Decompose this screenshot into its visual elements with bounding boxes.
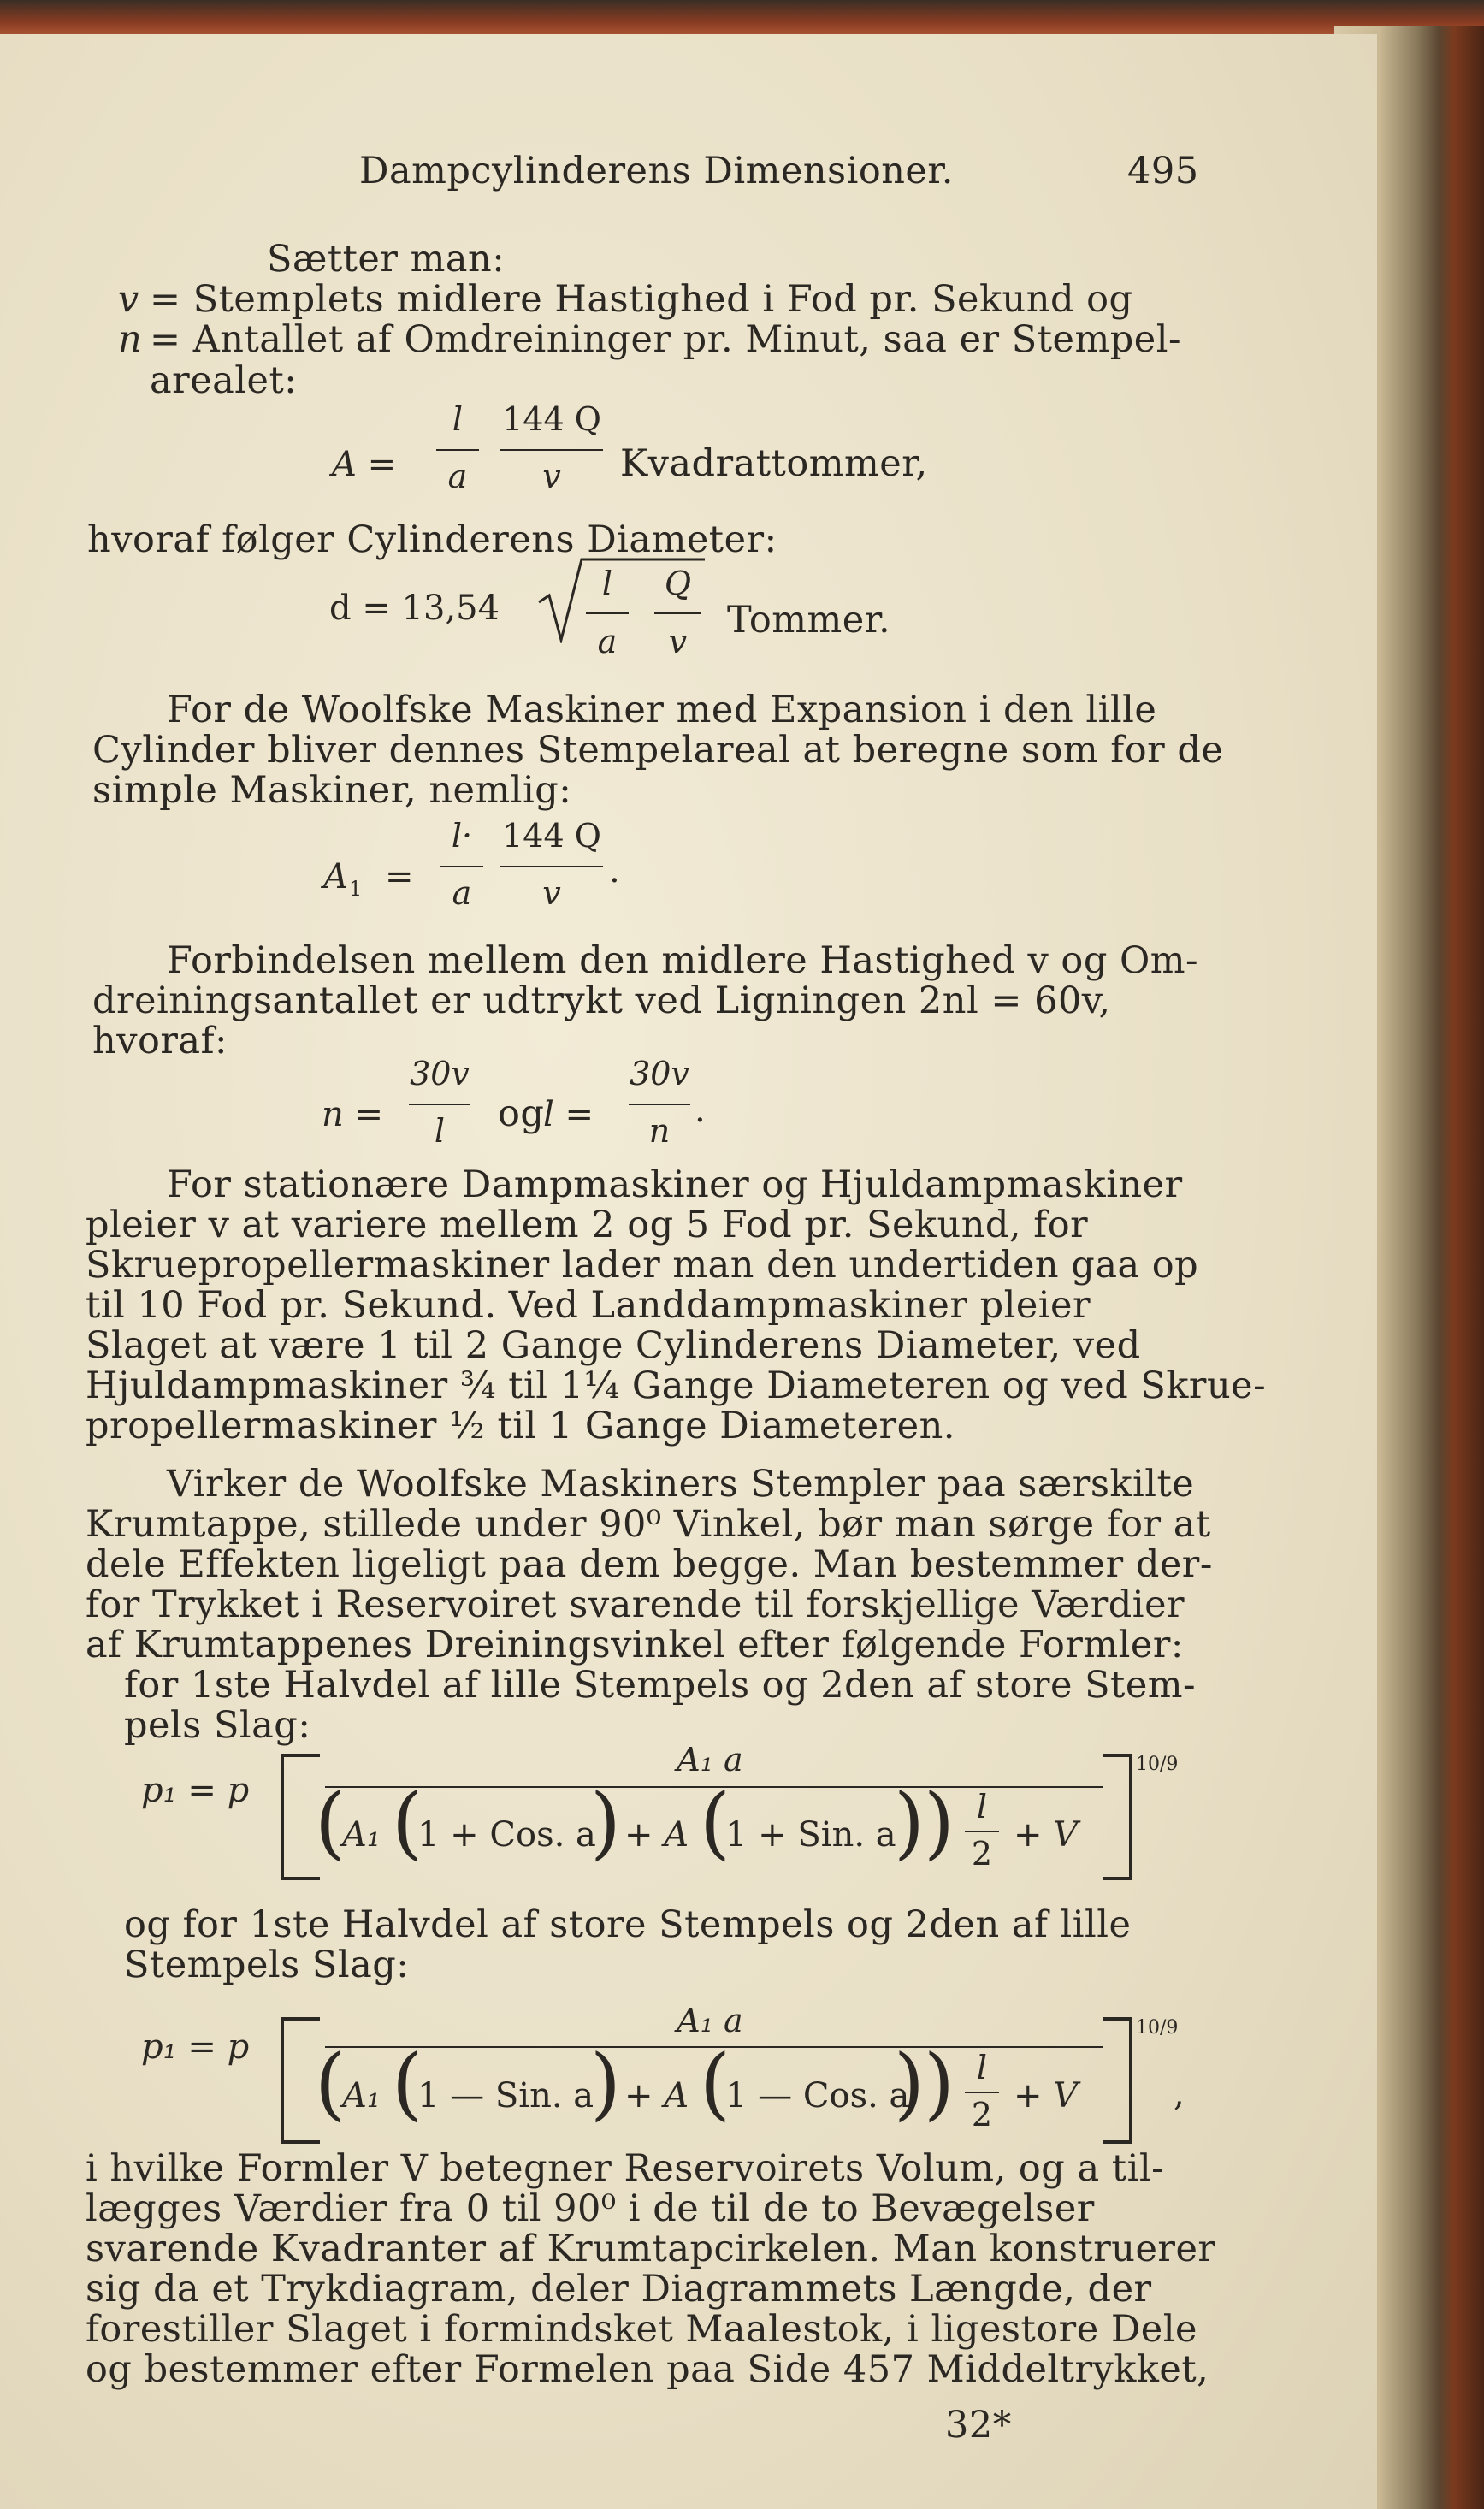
virker-line-2: Krumtappe, stillede under 90⁰ Vinkel, bør man sørge for at (86, 1503, 1211, 1546)
formula-diameter-lhs: d = 13,54 (329, 589, 500, 628)
formula-rpm-f2-num: 30v (630, 1055, 689, 1092)
formula-pressure-1-den-c: + A (624, 1815, 689, 1855)
virker-line-4: for Trykket i Reservoiret svarende til forskjellige Værdier (86, 1583, 1185, 1626)
formula-pressure-2-lhs: p₁ = p (141, 2027, 250, 2067)
stationaere-line-4: til 10 Fod pr. Sekund. Ved Landdampmaskiner pleier (86, 1284, 1091, 1327)
formula-pressure-1-numerator: A₁ a (677, 1741, 743, 1778)
final-line-3: svarende Kvadranter af Krumtapcirkelen. Man konstruerer (86, 2228, 1216, 2270)
formula-pressure-1-den-e: + V (1014, 1815, 1079, 1855)
formula-pressure-2-den-b: 1 — Sin. a (417, 2076, 594, 2115)
def-v-variable: v (118, 278, 139, 321)
stationaere-line-6: Hjuldampmaskiner ¾ til 1¼ Gange Diameteren og ved Skrue- (86, 1364, 1267, 1407)
stationaere-line-5: Slaget at være 1 til 2 Gange Cylinderens Diameter, ved (86, 1324, 1141, 1367)
formula-pressure-2-exponent: 10/9 (1136, 2017, 1179, 2039)
final-line-4: sig da et Trykdiagram, deler Diagrammets Længde, der (86, 2268, 1152, 2311)
stationaere-line-2: pleier v at variere mellem 2 og 5 Fod pr. Sekund, for (86, 1204, 1089, 1246)
formula-area-f1-bar (436, 449, 479, 451)
formula-pressure-1-den-d: 1 + Sin. a (725, 1815, 896, 1855)
page-number: 495 (1127, 150, 1199, 192)
book-page (0, 34, 1377, 2509)
formula-area-f1-den: a (447, 458, 468, 495)
forbindelse-line-2: dreiningsantallet er udtrykt ved Ligningen 2nl = 60v, (92, 979, 1111, 1022)
formula-pressure-1-frac-bar (965, 1831, 999, 1832)
diameter-intro: hvoraf følger Cylinderens Diameter: (87, 518, 777, 561)
formula-pressure-2-den-c: + A (624, 2076, 689, 2115)
formula-rpm-mid: l = (543, 1095, 594, 1134)
final-line-6: og bestemmer efter Formelen paa Side 457 Middeltrykket, (86, 2348, 1209, 2391)
formula-area-f2-num: 144 Q (502, 400, 601, 438)
formula-rpm-og: og (498, 1092, 545, 1135)
formula-area-1-f1-den: a (452, 874, 472, 912)
formula-pressure-2-den-e: + V (1014, 2076, 1079, 2115)
forbindelse-line-3: hvoraf: (92, 1020, 228, 1062)
final-line-5: forestiller Slaget i formindsket Maalestok, i ligestore Dele (86, 2308, 1197, 2351)
signature-mark: 32* (945, 2404, 1012, 2447)
formula-area-f1-num: l (452, 400, 464, 438)
formula-pressure-2-end: , (1174, 2074, 1185, 2114)
formula-area-1-eq: = (385, 857, 414, 896)
paren-open-inner-1: ( (392, 1777, 423, 1868)
case-2-line-1: og for 1ste Halvdel af store Stempels og 2den af lille (124, 1903, 1132, 1946)
stationaere-line-1: For stationære Dampmaskiner og Hjuldampmaskiner (167, 1163, 1183, 1206)
case-1-line-2: pels Slag: (124, 1704, 311, 1747)
right-bracket (1103, 1754, 1132, 1880)
def-n-variable: n (118, 318, 143, 361)
formula-rpm-f2-bar (629, 1104, 690, 1105)
formula-pressure-2-den-d: 1 — Cos. a (725, 2076, 910, 2115)
paren-open-outer: ( (315, 1777, 346, 1868)
paren-close-inner-1: ) (590, 2038, 621, 2129)
paren-open-outer: ( (315, 2038, 346, 2129)
formula-pressure-1-den-a: A₁ (342, 1815, 381, 1855)
woolf-line-2: Cylinder bliver dennes Stempelareal at beregne som for de (92, 729, 1224, 772)
formula-pressure-2-numerator: A₁ a (677, 2002, 743, 2039)
formula-area-f2-den: v (542, 458, 561, 495)
virker-line-1: Virker de Woolfske Maskiners Stempler paa særskilte (167, 1463, 1195, 1506)
def-v-text: = Stemplets midlere Hastighed i Fod pr. Sekund og (150, 278, 1133, 321)
forbindelse-line-1: Forbindelsen mellem den midlere Hastighed v og Om- (167, 939, 1199, 982)
formula-diameter-f1-num: l (601, 565, 613, 602)
def-n-continued: arealet: (150, 359, 298, 402)
case-1-line-1: for 1ste Halvdel af lille Stempels og 2den af store Stem- (124, 1664, 1197, 1707)
formula-rpm-lhs: n = (322, 1095, 383, 1134)
formula-pressure-2-frac-bar (965, 2092, 999, 2093)
formula-pressure-1-frac-den: 2 (971, 1835, 993, 1873)
def-n-text: = Antallet af Omdreininger pr. Minut, saa er Stempel- (150, 318, 1181, 361)
running-header: Dampcylinderens Dimensioner. (359, 150, 954, 192)
formula-rpm-f1-den: l (434, 1112, 446, 1150)
formula-diameter-f1-bar (586, 612, 629, 614)
formula-area-1-f2-den: v (542, 874, 561, 912)
paren-open-inner-2: ( (700, 1777, 730, 1868)
stationaere-line-3: Skruepropellermaskiner lader man den undertiden gaa op (86, 1244, 1199, 1287)
final-line-1: i hvilke Formler V betegner Reservoirets Volum, og a til- (86, 2147, 1165, 2190)
woolf-line-3: simple Maskiner, nemlig: (92, 769, 572, 812)
formula-rpm-f2-den: n (648, 1112, 671, 1150)
formula-pressure-1-frac-num: l (976, 1788, 988, 1826)
formula-diameter-f1-den: a (597, 623, 618, 660)
formula-pressure-2-frac-num: l (976, 2049, 988, 2086)
formula-rpm-end: . (695, 1091, 706, 1130)
paren-close-inner-2: ) (894, 2038, 925, 2129)
formula-rpm-f1-bar (409, 1104, 470, 1105)
formula-area-f2-bar (500, 449, 603, 451)
intro-line: Sætter man: (267, 238, 506, 281)
formula-pressure-1-den-b: 1 + Cos. a (417, 1815, 596, 1855)
woolf-line-1: For de Woolfske Maskiner med Expansion i den lille (167, 689, 1157, 731)
book-cover-top (0, 0, 1484, 38)
virker-line-3: dele Effekten ligeligt paa dem begge. Man bestemmer der- (86, 1543, 1213, 1586)
formula-area-lhs: A = (332, 445, 397, 484)
formula-area-1-end: . (609, 851, 620, 891)
paren-close-inner-2: ) (894, 1777, 925, 1868)
formula-diameter-f2-bar (654, 612, 701, 614)
paren-open-inner-1: ( (392, 2038, 423, 2129)
formula-area-unit: Kvadrattommer, (620, 442, 928, 485)
formula-area-1-f1-num: l· (451, 817, 473, 855)
formula-area-1-f1-bar (440, 866, 483, 867)
final-line-2: lægges Værdier fra 0 til 90⁰ i de til de to Bevægelser (86, 2187, 1095, 2230)
formula-area-1-f2-bar (500, 866, 603, 867)
formula-diameter-unit: Tommer. (727, 599, 891, 642)
formula-rpm-f1-num: 30v (410, 1055, 470, 1092)
case-2-line-2: Stempels Slag: (124, 1944, 410, 1986)
formula-area-1-lhs: A (323, 857, 348, 896)
paren-open-inner-2: ( (700, 2038, 730, 2129)
formula-pressure-2-frac-den: 2 (971, 2096, 993, 2133)
right-bracket (1103, 2017, 1132, 2144)
stationaere-line-7: propellermaskiner ½ til 1 Gange Diameteren. (86, 1405, 955, 1447)
formula-pressure-2-den-a: A₁ (342, 2076, 381, 2115)
formula-pressure-1-lhs: p₁ = p (141, 1771, 250, 1810)
paren-close-outer: ) (924, 1777, 955, 1868)
paren-close-outer: ) (924, 2038, 955, 2129)
formula-area-1-subscript: 1 (349, 877, 363, 901)
formula-pressure-1-exponent: 10/9 (1136, 1754, 1179, 1775)
paren-close-inner-1: ) (590, 1777, 621, 1868)
virker-line-5: af Krumtappenes Dreiningsvinkel efter følgende Formler: (86, 1624, 1184, 1666)
formula-area-1-f2-num: 144 Q (502, 817, 601, 855)
formula-diameter-f2-den: v (668, 623, 688, 660)
formula-diameter-f2-num: Q (664, 565, 692, 602)
